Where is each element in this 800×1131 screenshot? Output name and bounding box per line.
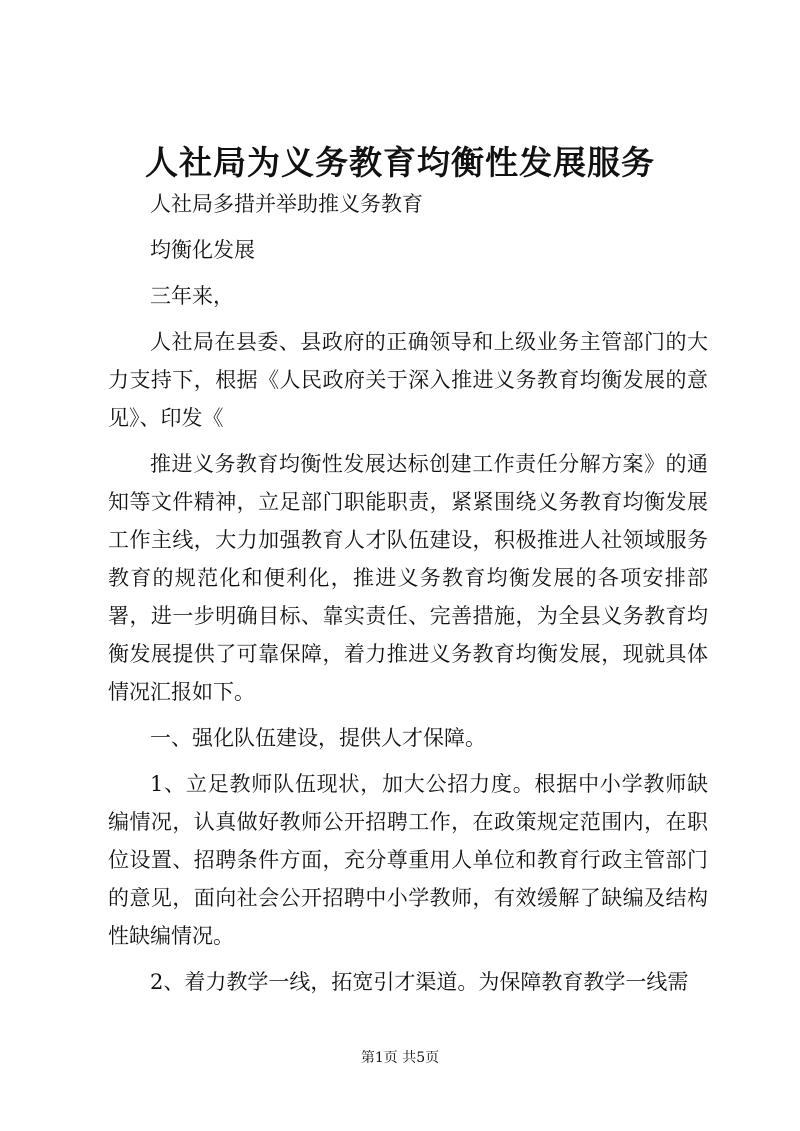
paragraph-item-1: 1、立足教师队伍现状，加大公招力度。根据中小学教师缺编情况，认真做好教师公开招聘工作，在政策规定范围内，在职位设置、招聘条件方面，充分尊重用人单位和教育行政主管部门的意见，面向社会公开招聘中小学教师，有效缓解了缺编及结构性缺编情况。 [108,772,708,948]
page-number-footer: 第1页 共5页 [360,1050,440,1066]
paragraph-item-2: 2、着力教学一线，拓宽引才渠道。为保障教育教学一线需 [150,970,689,994]
paragraph-subtitle-1: 人社局多措并举助推义务教育 [150,192,423,216]
paragraph-background: 人社局在县委、县政府的正确领导和上级业务主管部门的大力支持下，根据《人民政府关于深入推进义务教育均衡发展的意见》、印发《 [108,330,708,430]
paragraph-subtitle-2: 均衡化发展 [150,238,255,262]
paragraph-intro: 三年来， [150,284,234,308]
document-title: 人社局为义务教育均衡性发展服务 [145,143,655,182]
section-heading-1: 一、强化队伍建设，提供人才保障。 [150,726,486,750]
document-body [108,185,708,1001]
paragraph-summary: 推进义务教育均衡性发展达标创建工作责任分解方案》的通知等文件精神，立足部门职能职责，紧紧围绕义务教育均衡发展工作主线，大力加强教育人才队伍建设，积极推进人社领域服务教育的规范化和便利化，推进义务教育均衡发展的各项安排部署，进一步明确目标、靠实责任、完善措施，为全县义务教育均衡发展提供了可靠保障，着力推进义务教育均衡发展，现就具体情况汇报如下。 [108,452,708,704]
